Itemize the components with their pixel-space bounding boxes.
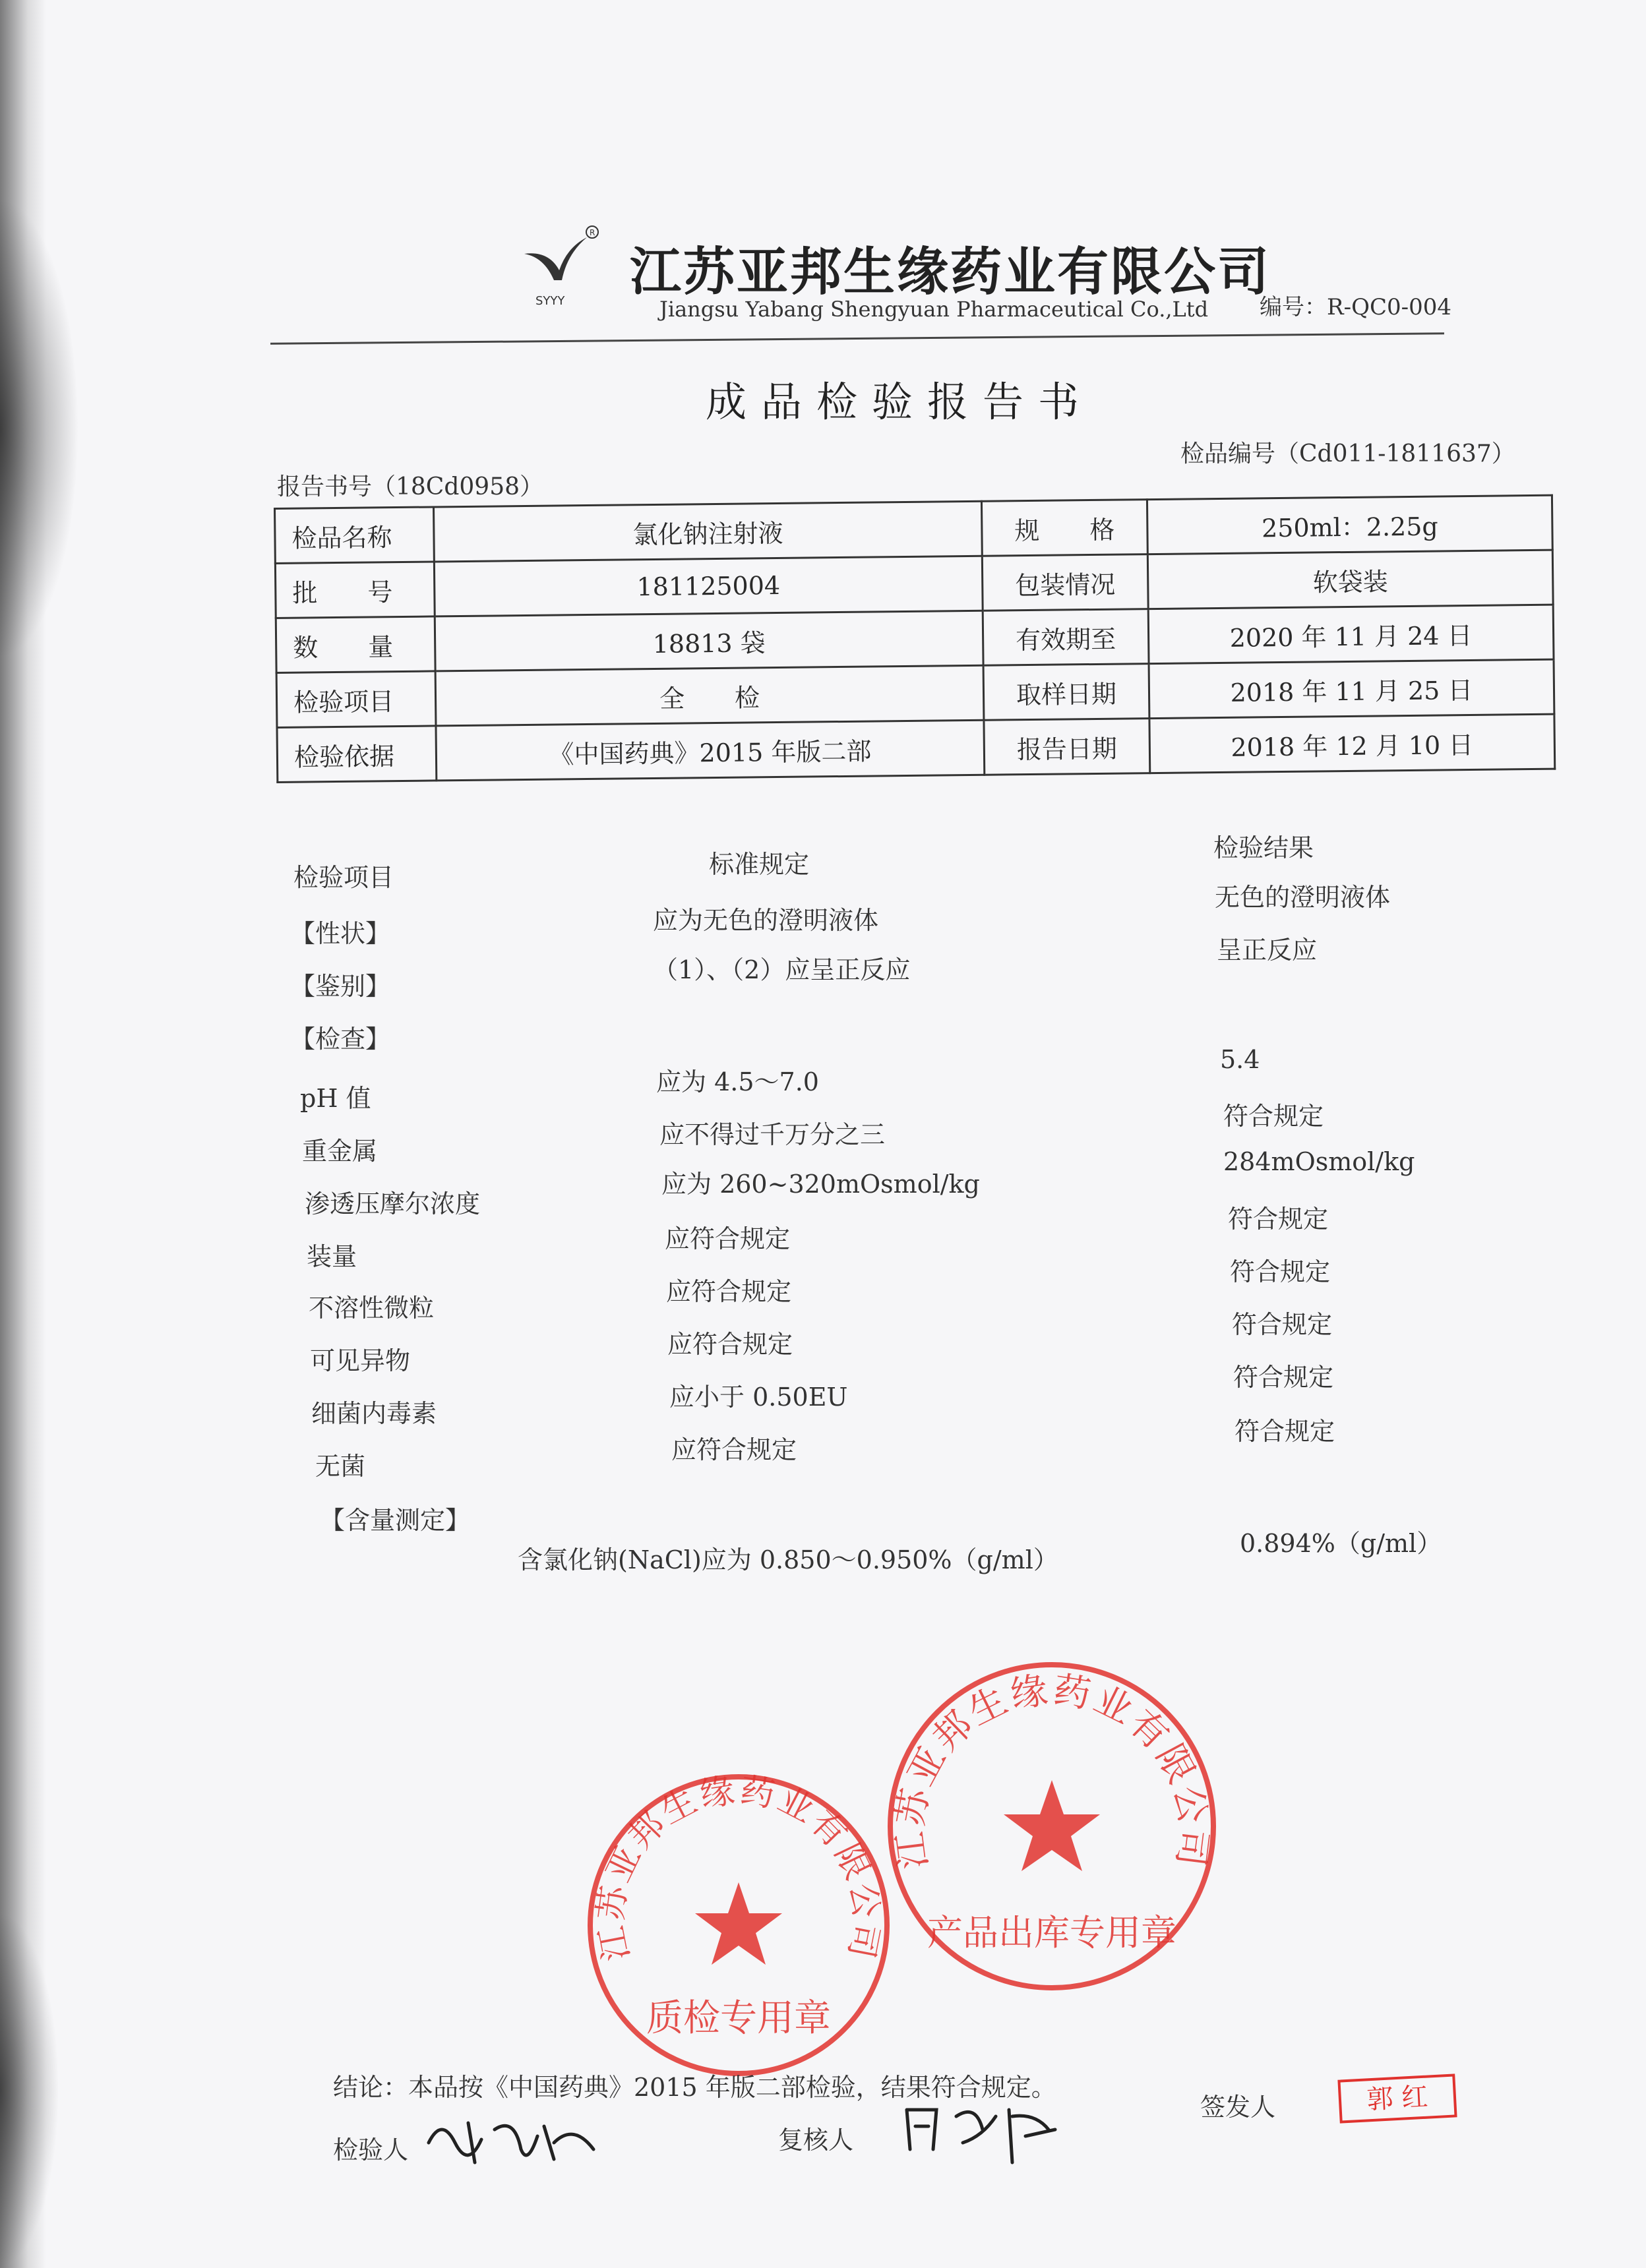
results-header-standard: 标准规定 (709, 850, 810, 879)
table-cell-label: 检验依据 (277, 726, 437, 783)
scan-shadow (0, 1912, 59, 2268)
document-code: 编号：R-QC0-004 (1260, 294, 1451, 320)
result-standard: 应为 260~320mOsmol/kg (661, 1170, 980, 1199)
assay-standard: 含氯化钠(NaCl)应为 0.850～0.950%（g/ml） (518, 1545, 1058, 1574)
header-divider (270, 332, 1444, 345)
result-value: 284mOsmol/kg (1223, 1147, 1415, 1176)
inspector-label: 检验人 (333, 2135, 409, 2164)
table-cell-value: 全 检 (435, 665, 984, 726)
results-header-result: 检验结果 (1213, 833, 1314, 862)
result-value: 符合规定 (1233, 1363, 1334, 1392)
table-cell-value: 2018 年 11 月 25 日 (1149, 659, 1554, 718)
result-item: 可见异物 (310, 1346, 411, 1375)
result-standard: 应符合规定 (667, 1330, 793, 1359)
report-number: 报告书号（18Cd0958） (277, 473, 544, 500)
info-table (274, 494, 1556, 783)
result-item: 细菌内毒素 (311, 1399, 437, 1428)
table-cell-value: 181125004 (434, 556, 983, 616)
result-value: 呈正反应 (1217, 936, 1318, 965)
result-value: 符合规定 (1234, 1417, 1335, 1446)
table-cell-label: 数 量 (276, 616, 435, 673)
result-item: 不溶性微粒 (309, 1294, 435, 1323)
result-value: 符合规定 (1230, 1257, 1331, 1286)
result-standard: 应为无色的澄明液体 (653, 906, 879, 935)
table-cell-label: 有效期至 (983, 609, 1149, 666)
result-standard: （1）、（2）应呈正反应 (653, 955, 911, 984)
qc-seal-stamp (580, 1767, 897, 2083)
svg-text:产品出库专用章: 产品出库专用章 (927, 1912, 1176, 1954)
outbound-seal-stamp (880, 1655, 1223, 1998)
issuer-name-stamp: 郭 红 (1337, 2074, 1457, 2123)
scan-shadow (0, 198, 79, 659)
result-item: 无菌 (315, 1452, 366, 1481)
result-value: 符合规定 (1232, 1310, 1333, 1339)
sample-number: 检品编号（Cd011-1811637） (1180, 440, 1515, 467)
reviewer-signature (897, 2090, 1068, 2169)
table-cell-value: 《中国药典》2015 年版二部 (436, 720, 985, 781)
svg-text:江苏亚邦生缘药业有限公司: 江苏亚邦生缘药业有限公司 (591, 1770, 886, 1964)
table-cell-value: 2020 年 11 月 24 日 (1148, 605, 1554, 663)
company-name-cn: 江苏亚邦生缘药业有限公司 (630, 243, 1271, 302)
results-header-item: 检验项目 (293, 863, 394, 892)
table-cell-label: 取样日期 (983, 664, 1149, 721)
result-item: 【检查】 (290, 1025, 391, 1054)
result-value: 5.4 (1220, 1045, 1260, 1074)
result-standard: 应符合规定 (666, 1277, 792, 1306)
table-cell-label: 包装情况 (982, 554, 1148, 611)
table-cell-value: 氯化钠注射液 (434, 501, 983, 562)
result-item: 【鉴别】 (290, 972, 391, 1001)
result-item: 装量 (307, 1242, 357, 1271)
assay-result: 0.894%（g/ml） (1240, 1529, 1442, 1558)
page-title: 成品检验报告书 (706, 378, 1094, 426)
svg-text:江苏亚邦生缘药业有限公司: 江苏亚邦生缘药业有限公司 (888, 1668, 1215, 1872)
svg-text:质检专用章: 质检专用章 (646, 1997, 831, 2040)
result-item: 重金属 (302, 1137, 378, 1166)
issuer-label: 签发人 (1200, 2093, 1276, 2122)
conclusion-text: 结论：本品按《中国药典》2015 年版二部检验，结果符合规定。 (333, 2073, 1056, 2102)
result-standard: 应小于 0.50EU (669, 1383, 848, 1412)
table-cell-value: 2018 年 12 月 10 日 (1149, 714, 1555, 773)
reviewer-label: 复核人 (778, 2126, 854, 2155)
result-value: 符合规定 (1223, 1102, 1324, 1131)
result-standard: 应不得过千万分之三 (659, 1120, 886, 1149)
result-standard: 应符合规定 (671, 1435, 797, 1464)
result-standard: 应为 4.5～7.0 (656, 1067, 819, 1096)
table-cell-label: 批 号 (275, 562, 435, 618)
result-item: 渗透压摩尔浓度 (305, 1189, 481, 1218)
assay-heading: 【含量测定】 (320, 1506, 471, 1535)
table-cell-value: 18813 袋 (435, 611, 983, 671)
table-cell-value: 软袋装 (1147, 550, 1553, 609)
result-item: 【性状】 (290, 919, 391, 948)
result-value: 无色的澄明液体 (1215, 883, 1391, 912)
table-cell-value: 250ml：2.25g (1147, 495, 1552, 554)
result-item: pH 值 (300, 1084, 371, 1113)
company-name-en: Jiangsu Yabang Shengyuan Pharmaceutical Co.,Ltd (659, 297, 1209, 322)
svg-text:R: R (590, 228, 595, 237)
inspector-signature (422, 2103, 607, 2176)
table-cell-label: 检品名称 (275, 507, 435, 564)
result-value: 符合规定 (1228, 1205, 1329, 1234)
table-cell-label: 报告日期 (984, 719, 1150, 775)
company-logo-icon (508, 218, 607, 316)
svg-text:SYYY: SYYY (535, 294, 565, 308)
table-cell-label: 检验项目 (276, 671, 436, 728)
result-standard: 应符合规定 (665, 1224, 791, 1253)
table-cell-label: 规 格 (981, 500, 1147, 556)
